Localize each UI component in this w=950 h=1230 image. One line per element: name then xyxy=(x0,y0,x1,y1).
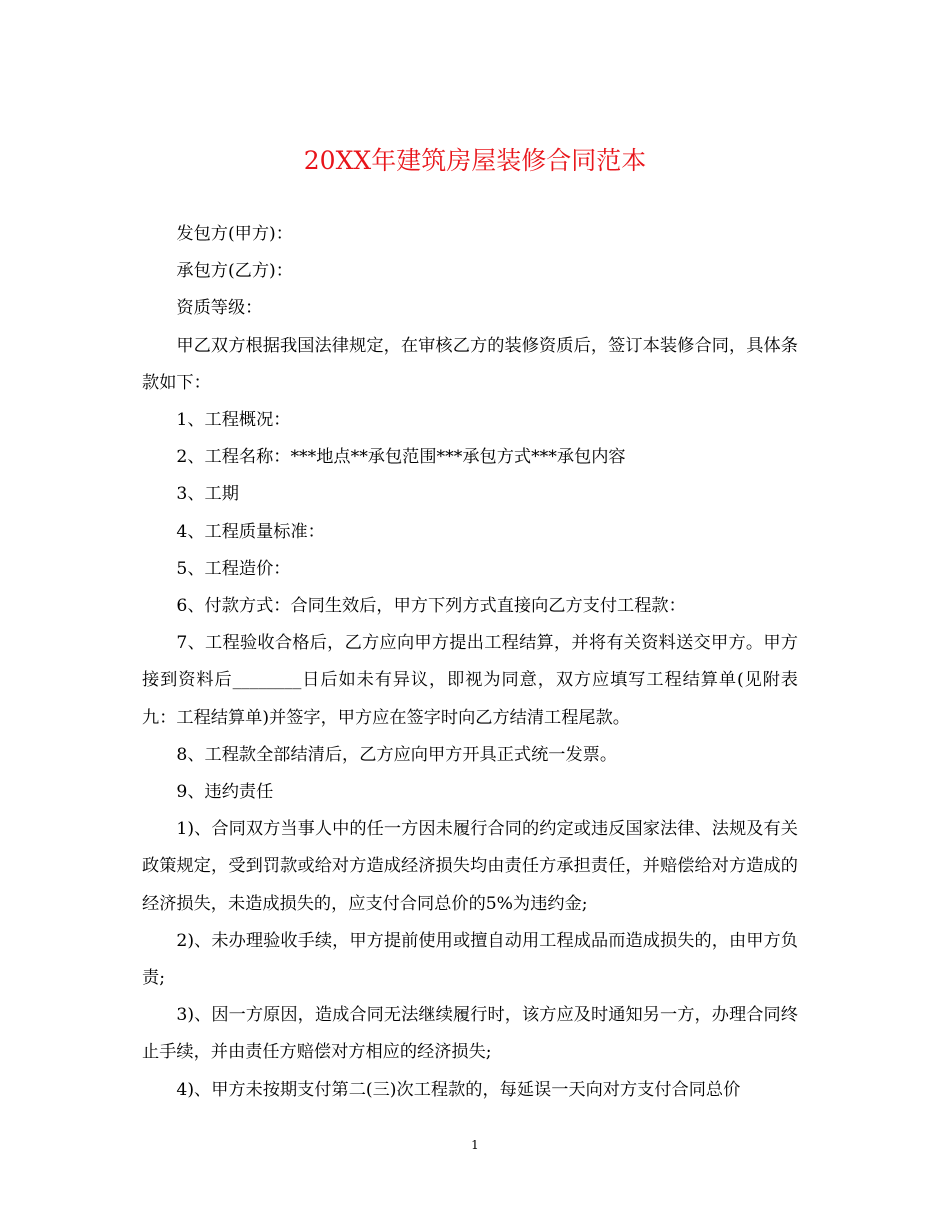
paragraph: 2)、未办理验收手续，甲方提前使用或擅自动用工程成品而造成损失的，由甲方负责; xyxy=(142,930,798,989)
paragraph: 2、工程名称：***地点**承包范围***承包方式***承包内容 xyxy=(176,447,626,468)
paragraph: 6、付款方式：合同生效后，甲方下列方式直接向乙方支付工程款： xyxy=(176,596,686,617)
paragraph: 8、工程款全部结清后，乙方应向甲方开具正式统一发票。 xyxy=(176,744,618,765)
paragraph: 1、工程概况： xyxy=(176,410,291,431)
paragraph: 9、违约责任 xyxy=(176,782,274,803)
paragraph: 发包方(甲方)： xyxy=(176,224,293,244)
paragraph: 3)、因一方原因，造成合同无法继续履行时，该方应及时通知另一方，办理合同终止手续，并由责任方赔偿对方相应的经济损失; xyxy=(142,1005,798,1063)
paragraph: 4)、甲方未按期支付第二(三)次工程款的，每延误一天向对方支付合同总价 xyxy=(176,1079,741,1100)
paragraph: 甲乙双方根据我国法律规定，在审核乙方的装修资质后，签订本装修合同，具体条款如下： xyxy=(142,335,798,393)
document-body xyxy=(142,216,798,1109)
paragraph: 5、工程造价： xyxy=(176,558,291,579)
page-number: 1 xyxy=(471,1138,479,1152)
paragraph: 承包方(乙方)： xyxy=(176,261,293,282)
paragraph: 7、工程验收合格后，乙方应向甲方提出工程结算，并将有关资料送交甲方。甲方接到资料后________日后如未有异议，即视为同意，双方应填写工程结算单(见附表九：工程结算单)并签字，甲方应在签字时向乙方结清工程尾款。 xyxy=(142,633,798,728)
paragraph: 4、工程质量标准： xyxy=(176,521,325,542)
paragraph: 1)、合同双方当事人中的任一方因未履行合同的约定或违反国家法律、法规及有关政策规定，受到罚款或给对方造成经济损失均由责任方承担责任，并赔偿给对方造成的经济损失，未造成损失的，应支付合同总价的5%为违约金; xyxy=(142,819,798,914)
paragraph: 资质等级： xyxy=(176,298,263,319)
document-title: 20XX年建筑房屋装修合同范本 xyxy=(303,146,647,175)
paragraph: 3、工期 xyxy=(176,484,239,505)
